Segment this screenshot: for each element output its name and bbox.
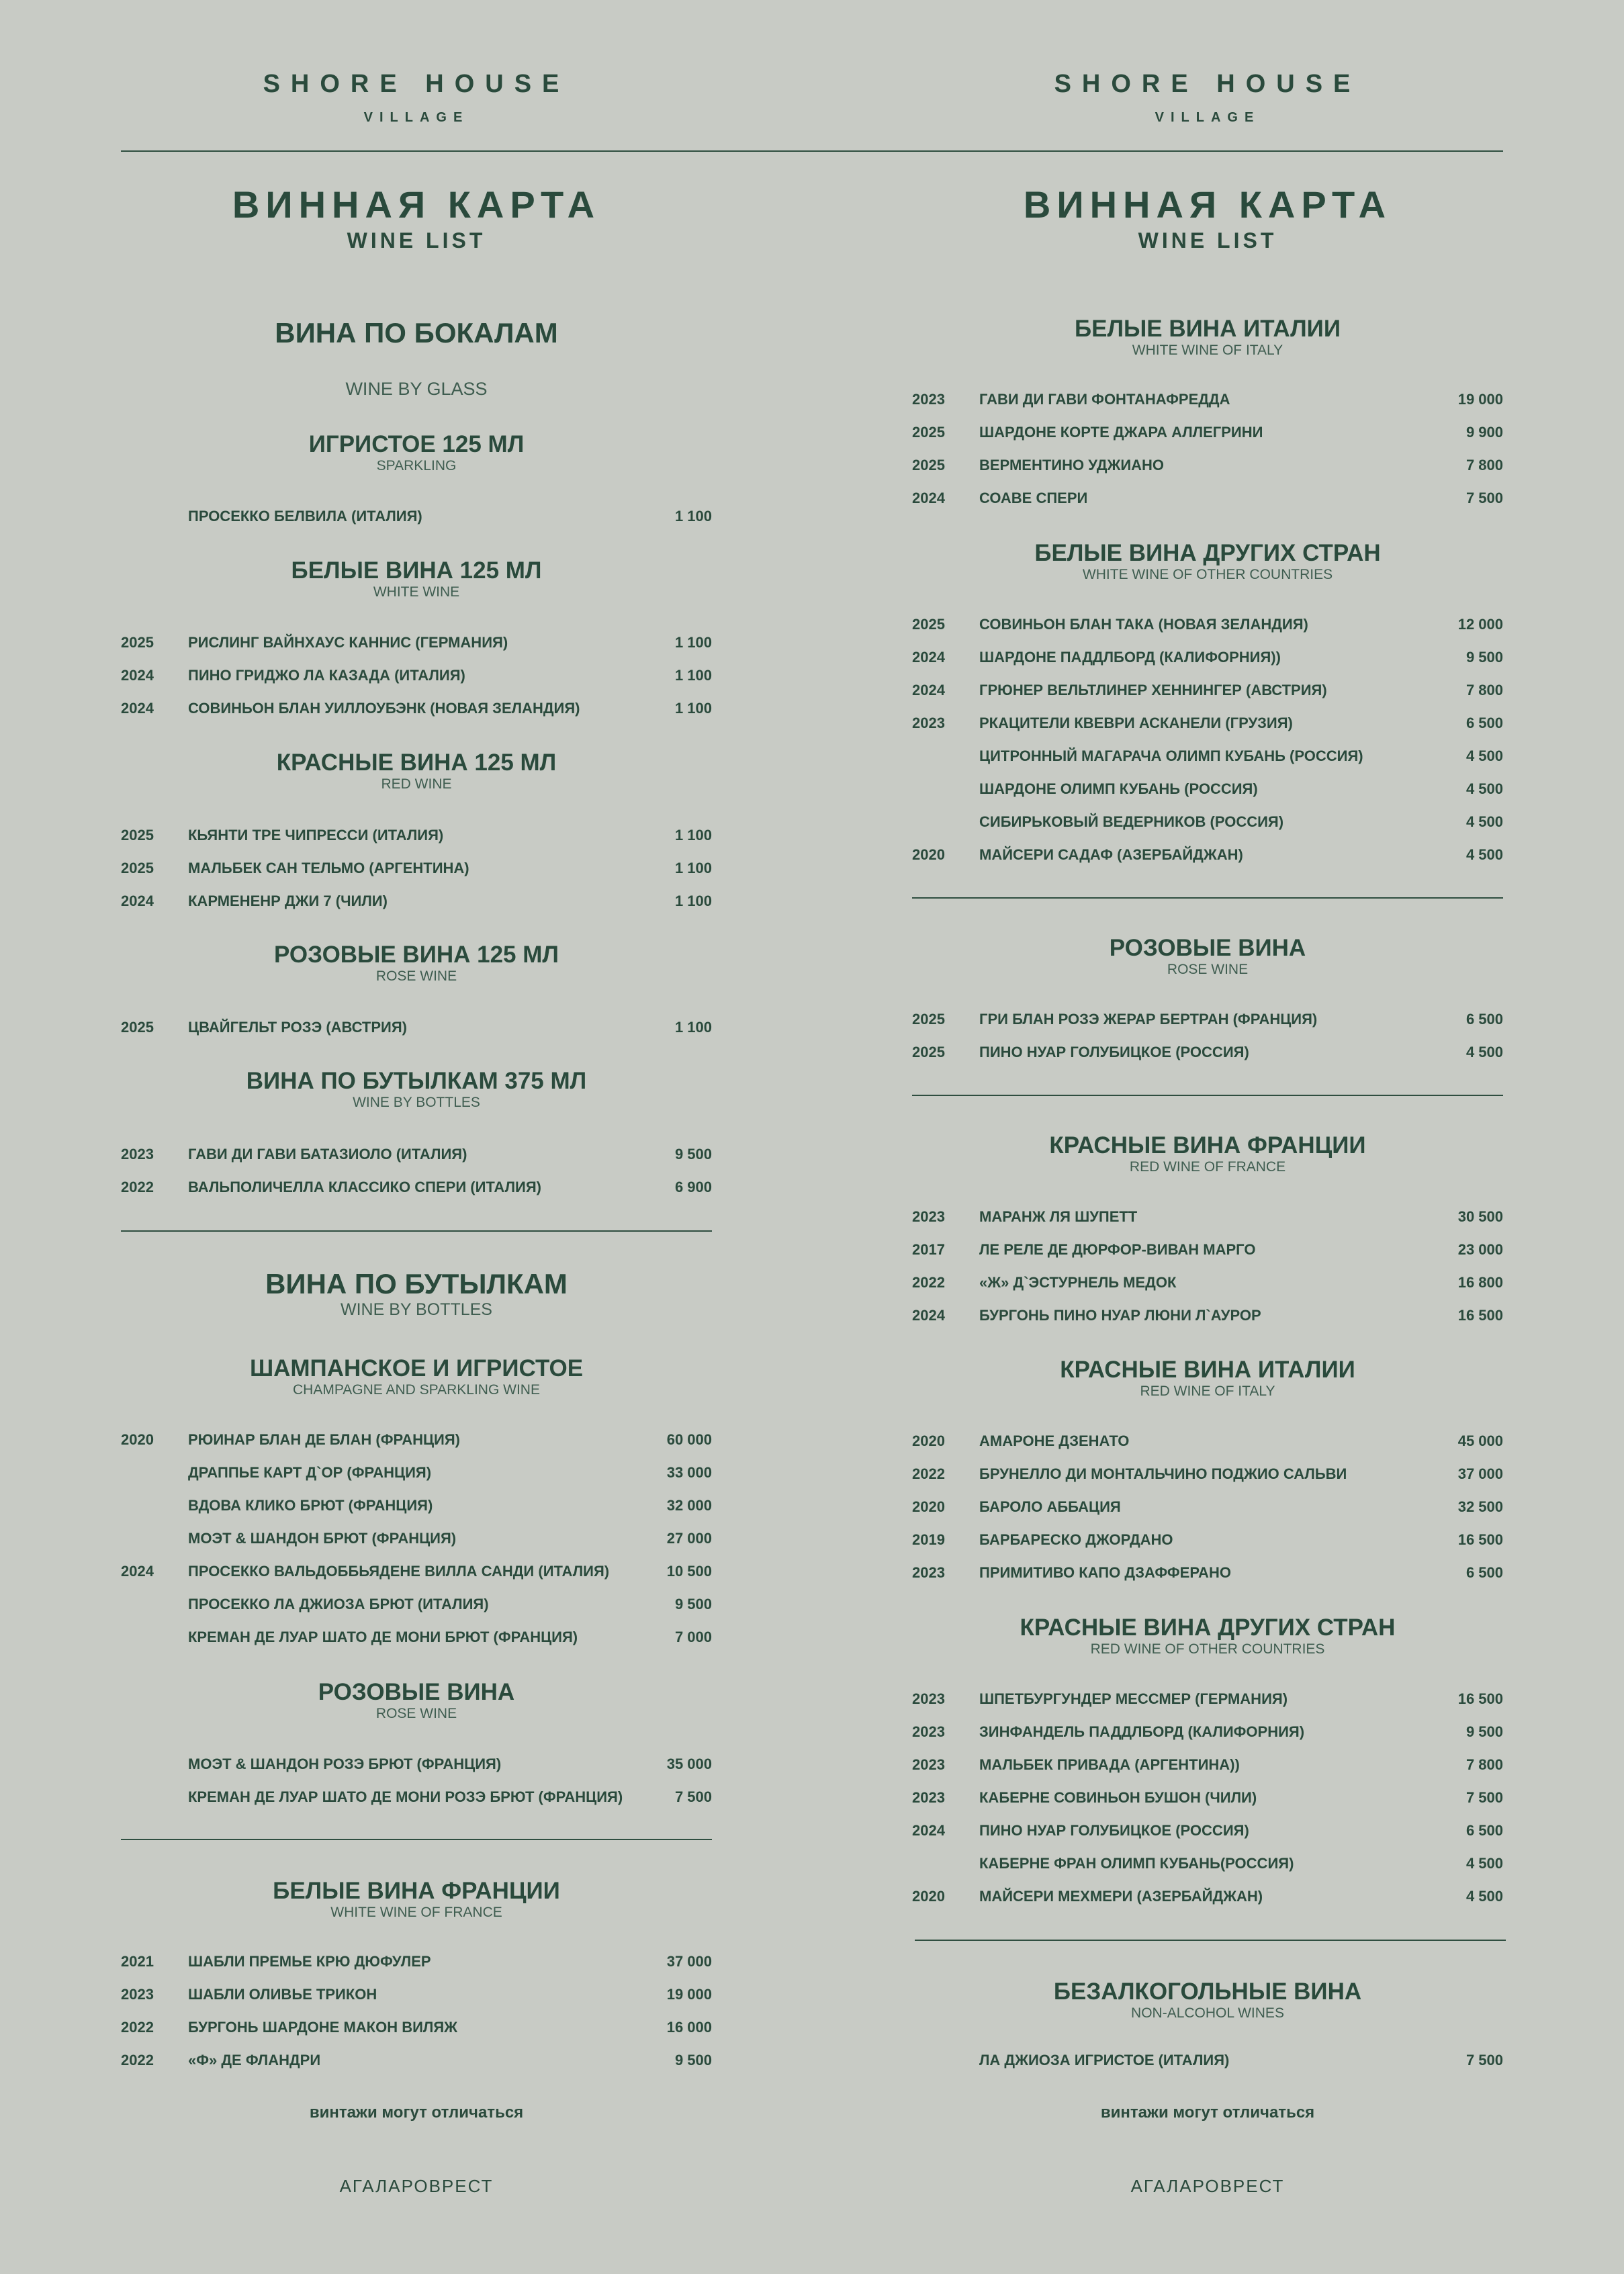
wine-price: 7 800 <box>1465 1756 1503 1773</box>
wine-year: 2023 <box>912 1789 945 1806</box>
wine-price: 32 000 <box>666 1497 712 1514</box>
wine-year: 2022 <box>121 2019 154 2036</box>
section-title: БЕЛЫЕ ВИНА ДРУГИХ СТРАН <box>1034 540 1381 566</box>
wine-year: 2020 <box>912 846 945 863</box>
section-title: ИГРИСТОЕ 125 МЛ <box>308 431 525 457</box>
section-red-italy <box>912 1357 1503 1400</box>
section-red-glass <box>121 749 712 792</box>
list-item <box>912 846 1503 866</box>
section-red-other <box>912 1614 1503 1657</box>
wine-price: 1 100 <box>674 1019 712 1036</box>
footer-brand: АГАЛАРОВРЕСТ <box>1130 2176 1285 2196</box>
wine-name: ВЕРМЕНТИНО УДЖИАНО <box>979 457 1165 473</box>
wine-name: МАЙСЕРИ МЕХМЕРИ (АЗЕРБАЙДЖАН) <box>979 1888 1263 1905</box>
section-white-france <box>121 1878 712 1921</box>
section-glass-sub <box>121 377 712 400</box>
wine-name: ГРИ БЛАН РОЗЭ ЖЕРАР БЕРТРАН (ФРАНЦИЯ) <box>979 1011 1318 1028</box>
list-item <box>912 1723 1503 1743</box>
brand-sub: VILLAGE <box>1155 110 1261 125</box>
section-champagne <box>121 1355 712 1398</box>
list-item <box>912 391 1503 411</box>
wine-price: 6 900 <box>674 1179 712 1195</box>
wine-name: РКАЦИТЕЛИ КВЕВРИ АСКАНЕЛИ (ГРУЗИЯ) <box>979 715 1293 731</box>
wine-price: 7 800 <box>1465 682 1503 698</box>
wine-price: 6 500 <box>1465 1011 1503 1028</box>
wine-price: 19 000 <box>666 1986 712 2003</box>
wine-name: ШАБЛИ ОЛИВЬЕ ТРИКОН <box>188 1986 377 2003</box>
wine-price: 4 500 <box>1465 1855 1503 1872</box>
section-divider <box>121 1839 712 1840</box>
list-item <box>121 1146 712 1166</box>
list-item <box>912 457 1503 477</box>
section-title: РОЗОВЫЕ ВИНА <box>318 1679 515 1705</box>
section-title: БЕЛЫЕ ВИНА ФРАНЦИИ <box>273 1878 560 1904</box>
wine-year: 2025 <box>912 1044 945 1060</box>
section-title: ВИНА ПО БУТЫЛКАМ 375 МЛ <box>246 1068 587 1094</box>
section-title: ВИНА ПО БУТЫЛКАМ <box>265 1268 568 1300</box>
wine-price: 16 500 <box>1457 1690 1503 1707</box>
wine-price: 4 500 <box>1465 1044 1503 1060</box>
wine-name: КАБЕРНЕ СОВИНЬОН БУШОН (ЧИЛИ) <box>979 1789 1257 1806</box>
wine-year: 2022 <box>121 1179 154 1195</box>
list-item <box>121 1530 712 1550</box>
wine-year: 2022 <box>912 1274 945 1291</box>
list-item <box>121 860 712 880</box>
section-title: ВИНА ПО БОКАЛАМ <box>275 317 558 349</box>
wine-year: 2017 <box>912 1241 945 1258</box>
wine-price: 16 800 <box>1457 1274 1503 1291</box>
wine-name: РИСЛИНГ ВАЙНХАУС КАННИС (ГЕРМАНИЯ) <box>188 634 508 651</box>
list-item <box>121 1953 712 1973</box>
wine-year: 2023 <box>121 1146 154 1163</box>
list-item <box>121 893 712 913</box>
section-subtitle: ROSE WINE <box>1167 962 1249 977</box>
wine-year: 2020 <box>121 1431 154 1448</box>
list-item <box>121 1629 712 1649</box>
wine-price: 4 500 <box>1465 780 1503 797</box>
wine-price: 35 000 <box>666 1756 712 1772</box>
section-non-alcohol <box>912 1979 1503 2021</box>
wine-price: 7 500 <box>1465 2052 1503 2068</box>
wine-name: ПРИМИТИВО КАПО ДЗАФФЕРАНО <box>979 1564 1231 1581</box>
wine-name: МОЭТ & ШАНДОН РОЗЭ БРЮТ (ФРАНЦИЯ) <box>188 1756 502 1772</box>
list-item <box>912 1822 1503 1842</box>
wine-name: «Ж» Д`ЭСТУРНЕЛЬ МЕДОК <box>979 1274 1177 1291</box>
section-title: РОЗОВЫЕ ВИНА 125 МЛ <box>274 942 559 968</box>
section-subtitle: RED WINE OF ITALY <box>1140 1383 1275 1399</box>
section-title: ШАМПАНСКОЕ И ИГРИСТОЕ <box>249 1355 584 1381</box>
section-title: КРАСНЫЕ ВИНА ИТАЛИИ <box>1060 1357 1355 1383</box>
section-divider <box>912 897 1503 899</box>
list-item <box>912 424 1503 444</box>
wine-name: ПРОСЕККО ВАЛЬДОББЬЯДЕНЕ ВИЛЛА САНДИ (ИТАЛИЯ) <box>188 1563 610 1580</box>
list-item <box>121 827 712 847</box>
wine-price: 1 100 <box>674 634 712 651</box>
section-subtitle: ROSE WINE <box>375 968 457 984</box>
wine-price: 16 500 <box>1457 1307 1503 1324</box>
list-item <box>121 1464 712 1484</box>
page-title: ВИННАЯ КАРТА <box>232 183 601 226</box>
list-item <box>912 1465 1503 1486</box>
wine-year: 2024 <box>121 700 154 717</box>
brand-name: SHORE HOUSE <box>1054 70 1361 98</box>
wine-price: 27 000 <box>666 1530 712 1547</box>
wine-price: 23 000 <box>1457 1241 1503 1258</box>
header-divider <box>121 150 1503 152</box>
section-title: КРАСНЫЕ ВИНА ФРАНЦИИ <box>1049 1132 1366 1158</box>
wine-year: 2023 <box>912 1690 945 1707</box>
wine-price: 32 500 <box>1457 1498 1503 1515</box>
list-item <box>912 1241 1503 1261</box>
section-title: КРАСНЫЕ ВИНА 125 МЛ <box>276 749 557 776</box>
list-item <box>121 1019 712 1039</box>
wine-price: 9 900 <box>1465 424 1503 441</box>
list-item <box>121 700 712 720</box>
wine-name: МОЭТ & ШАНДОН БРЮТ (ФРАНЦИЯ) <box>188 1530 457 1547</box>
wine-name: СОАВЕ СПЕРИ <box>979 490 1088 506</box>
wine-name: МАЛЬБЕК ПРИВАДА (АРГЕНТИНА)) <box>979 1756 1240 1773</box>
wine-name: СОВИНЬОН БЛАН УИЛЛОУБЭНК (НОВАЯ ЗЕЛАНДИЯ) <box>188 700 580 717</box>
wine-name: СИБИРЬКОВЫЙ ВЕДЕРНИКОВ (РОССИЯ) <box>979 813 1284 830</box>
section-sparkling-glass <box>121 431 712 474</box>
list-item <box>121 634 712 654</box>
brand-name: SHORE HOUSE <box>263 70 570 98</box>
section-subtitle: ROSE WINE <box>375 1706 457 1721</box>
list-item <box>912 2052 1503 2072</box>
wine-year: 2023 <box>912 1564 945 1581</box>
wine-name: БУРГОНЬ ШАРДОНЕ МАКОН ВИЛЯЖ <box>188 2019 458 2036</box>
list-item <box>912 1274 1503 1294</box>
wine-price: 45 000 <box>1457 1432 1503 1449</box>
section-title: БЕЛЫЕ ВИНА ИТАЛИИ <box>1074 316 1341 342</box>
wine-name: СОВИНЬОН БЛАН ТАКА (НОВАЯ ЗЕЛАНДИЯ) <box>979 616 1308 633</box>
wine-price: 1 100 <box>674 860 712 876</box>
wine-price: 6 500 <box>1465 1822 1503 1839</box>
wine-name: ШАБЛИ ПРЕМЬЕ КРЮ ДЮФУЛЕР <box>188 1953 431 1970</box>
wine-name: МАЛЬБЕК САН ТЕЛЬМО (АРГЕНТИНА) <box>188 860 469 876</box>
list-item <box>912 1690 1503 1711</box>
wine-name: КАБЕРНЕ ФРАН ОЛИМП КУБАНЬ(РОССИЯ) <box>979 1855 1294 1872</box>
wine-price: 9 500 <box>674 2052 712 2068</box>
list-item <box>912 1756 1503 1776</box>
section-subtitle: RED WINE OF FRANCE <box>1129 1159 1286 1175</box>
wine-name: ГАВИ ДИ ГАВИ ФОНТАНАФРЕДДА <box>979 391 1230 408</box>
wine-year: 2025 <box>912 424 945 441</box>
wine-name: КРЕМАН ДЕ ЛУАР ШАТО ДЕ МОНИ РОЗЭ БРЮТ (ФРАНЦИЯ) <box>188 1788 623 1805</box>
wine-price: 12 000 <box>1457 616 1503 633</box>
section-subtitle: WINE BY BOTTLES <box>353 1095 480 1110</box>
list-item <box>912 1789 1503 1809</box>
list-item <box>912 813 1503 833</box>
list-item <box>912 682 1503 702</box>
section-title: КРАСНЫЕ ВИНА ДРУГИХ СТРАН <box>1020 1614 1396 1641</box>
wine-year: 2023 <box>912 1208 945 1225</box>
wine-year: 2025 <box>912 616 945 633</box>
wine-name: ГАВИ ДИ ГАВИ БАТАЗИОЛО (ИТАЛИЯ) <box>188 1146 467 1163</box>
wine-price: 37 000 <box>666 1953 712 1970</box>
wine-year: 2024 <box>121 667 154 684</box>
wine-price: 16 500 <box>1457 1531 1503 1548</box>
wine-price: 4 500 <box>1465 813 1503 830</box>
wine-name: ПИНО НУАР ГОЛУБИЦКОЕ (РОССИЯ) <box>979 1044 1249 1060</box>
wine-price: 9 500 <box>1465 649 1503 666</box>
section-white-other <box>912 540 1503 583</box>
section-title: РОЗОВЫЕ ВИНА <box>1109 935 1306 961</box>
wine-year: 2025 <box>121 827 154 844</box>
section-subtitle: SPARKLING <box>376 458 457 473</box>
wine-price: 19 000 <box>1457 391 1503 408</box>
wine-price: 7 500 <box>1465 490 1503 506</box>
section-subtitle: RED WINE OF OTHER COUNTRIES <box>1090 1641 1325 1657</box>
wine-name: АМАРОНЕ ДЗЕНАТО <box>979 1432 1130 1449</box>
list-item <box>912 1888 1503 1908</box>
wine-price: 7 500 <box>674 1788 712 1805</box>
wine-price: 33 000 <box>666 1464 712 1481</box>
wine-price: 1 100 <box>674 700 712 717</box>
wine-year: 2021 <box>121 1953 154 1970</box>
wine-year: 2025 <box>121 634 154 651</box>
list-item <box>121 1497 712 1517</box>
section-white-glass <box>121 557 712 600</box>
wine-price: 4 500 <box>1465 846 1503 863</box>
section-white-italy <box>912 316 1503 359</box>
wine-price: 1 100 <box>674 508 712 525</box>
wine-name: ВАЛЬПОЛИЧЕЛЛА КЛАССИКО СПЕРИ (ИТАЛИЯ) <box>188 1179 541 1195</box>
wine-year: 2020 <box>912 1432 945 1449</box>
wine-name: КРЕМАН ДЕ ЛУАР ШАТО ДЕ МОНИ БРЮТ (ФРАНЦИЯ) <box>188 1629 578 1645</box>
wine-year: 2024 <box>912 682 945 698</box>
wine-year: 2020 <box>912 1498 945 1515</box>
wine-name: МАРАНЖ ЛЯ ШУПЕТТ <box>979 1208 1138 1225</box>
list-item <box>912 1855 1503 1875</box>
wine-year: 2024 <box>912 649 945 666</box>
section-bottles <box>121 1268 712 1320</box>
wine-name: БАРОЛО АББАЦИЯ <box>979 1498 1121 1515</box>
wine-name: РЮИНАР БЛАН ДЕ БЛАН (ФРАНЦИЯ) <box>188 1431 461 1448</box>
wine-year: 2023 <box>912 391 945 408</box>
wine-price: 1 100 <box>674 667 712 684</box>
section-rose <box>912 935 1503 978</box>
wine-price: 10 500 <box>666 1563 712 1580</box>
vintage-note: винтажи могут отличаться <box>309 2103 524 2122</box>
wine-year: 2024 <box>912 490 945 506</box>
wine-year: 2023 <box>912 1723 945 1740</box>
section-subtitle: WHITE WINE <box>373 584 460 600</box>
wine-year: 2025 <box>912 1011 945 1028</box>
wine-price: 37 000 <box>1457 1465 1503 1482</box>
wine-name: БРУНЕЛЛО ДИ МОНТАЛЬЧИНО ПОДЖИО САЛЬВИ <box>979 1465 1347 1482</box>
wine-price: 4 500 <box>1465 1888 1503 1905</box>
section-rose-sparkling <box>121 1679 712 1722</box>
wine-price: 4 500 <box>1465 747 1503 764</box>
wine-name: ШАРДОНЕ КОРТЕ ДЖАРА АЛЛЕГРИНИ <box>979 424 1263 441</box>
wine-year: 2023 <box>121 1986 154 2003</box>
wine-price: 9 500 <box>1465 1723 1503 1740</box>
wine-year: 2019 <box>912 1531 945 1548</box>
wine-name: «Ф» ДЕ ФЛАНДРИ <box>188 2052 321 2068</box>
list-item <box>912 715 1503 735</box>
page-title: ВИННАЯ КАРТА <box>1023 183 1392 226</box>
section-subtitle: NON-ALCOHOL WINES <box>1131 2005 1284 2021</box>
section-half-bottles <box>121 1068 712 1111</box>
page-subtitle: WINE LIST <box>1138 228 1277 253</box>
wine-year: 2023 <box>912 1756 945 1773</box>
list-item <box>912 1432 1503 1453</box>
list-item <box>121 1179 712 1199</box>
section-subtitle: CHAMPAGNE AND SPARKLING WINE <box>293 1382 540 1398</box>
list-item <box>912 1208 1503 1228</box>
wine-name: ШПЕТБУРГУНДЕР МЕССМЕР (ГЕРМАНИЯ) <box>979 1690 1288 1707</box>
list-item <box>121 1596 712 1616</box>
list-item <box>912 490 1503 510</box>
wine-year: 2022 <box>912 1465 945 1482</box>
list-item <box>912 1307 1503 1327</box>
list-item <box>121 1788 712 1809</box>
section-divider <box>121 1230 712 1232</box>
wine-price: 6 500 <box>1465 1564 1503 1581</box>
wine-year: 2025 <box>121 1019 154 1036</box>
section-rose-glass <box>121 942 712 985</box>
section-subtitle: WINE BY GLASS <box>345 379 488 399</box>
wine-price: 7 800 <box>1465 457 1503 473</box>
wine-price: 30 500 <box>1457 1208 1503 1225</box>
list-item <box>121 667 712 687</box>
wine-name: ПРОСЕККО БЕЛВИЛА (ИТАЛИЯ) <box>188 508 422 525</box>
wine-year: 2023 <box>912 715 945 731</box>
wine-name: ШАРДОНЕ ПАДДЛБОРД (КАЛИФОРНИЯ)) <box>979 649 1281 666</box>
brand-sub: VILLAGE <box>363 110 469 125</box>
wine-year: 2024 <box>912 1307 945 1324</box>
vintage-note: винтажи могут отличаться <box>1100 2103 1315 2122</box>
wine-name: МАЙСЕРИ САДАФ (АЗЕРБАЙДЖАН) <box>979 846 1243 863</box>
list-item <box>912 1564 1503 1584</box>
section-glass <box>121 317 712 349</box>
list-item <box>912 1531 1503 1551</box>
wine-price: 1 100 <box>674 893 712 909</box>
wine-price: 7 000 <box>674 1629 712 1645</box>
wine-name: БАРБАРЕСКО ДЖОРДАНО <box>979 1531 1173 1548</box>
wine-name: ЛА ДЖИОЗА ИГРИСТОЕ (ИТАЛИЯ) <box>979 2052 1230 2068</box>
wine-name: ЛЕ РЕЛЕ ДЕ ДЮРФОР-ВИВАН МАРГО <box>979 1241 1256 1258</box>
list-item <box>912 780 1503 801</box>
wine-price: 9 500 <box>674 1596 712 1612</box>
section-subtitle: WHITE WINE OF FRANCE <box>330 1905 502 1920</box>
section-divider <box>912 1095 1503 1096</box>
wine-year: 2024 <box>121 1563 154 1580</box>
section-subtitle: WHITE WINE OF ITALY <box>1132 343 1283 358</box>
wine-year: 2022 <box>121 2052 154 2068</box>
wine-year: 2025 <box>121 860 154 876</box>
wine-name: ГРЮНЕР ВЕЛЬТЛИНЕР ХЕННИНГЕР (АВСТРИЯ) <box>979 682 1327 698</box>
list-item <box>912 649 1503 669</box>
footer-brand: АГАЛАРОВРЕСТ <box>339 2176 494 2196</box>
wine-price: 7 500 <box>1465 1789 1503 1806</box>
section-subtitle: RED WINE <box>381 776 452 792</box>
list-item <box>121 1986 712 2006</box>
list-item <box>912 747 1503 768</box>
wine-name: ПИНО НУАР ГОЛУБИЦКОЕ (РОССИЯ) <box>979 1822 1249 1839</box>
wine-year: 2025 <box>912 457 945 473</box>
section-subtitle: WINE BY BOTTLES <box>341 1300 492 1319</box>
list-item <box>912 616 1503 636</box>
list-item <box>121 1563 712 1583</box>
wine-year: 2024 <box>121 893 154 909</box>
list-item <box>121 1756 712 1776</box>
wine-price: 16 000 <box>666 2019 712 2036</box>
page-subtitle: WINE LIST <box>347 228 486 253</box>
wine-name: БУРГОНЬ ПИНО НУАР ЛЮНИ Л`АУРОР <box>979 1307 1261 1324</box>
wine-name: ШАРДОНЕ ОЛИМП КУБАНЬ (РОССИЯ) <box>979 780 1258 797</box>
list-item <box>912 1044 1503 1064</box>
wine-price: 9 500 <box>674 1146 712 1163</box>
wine-year: 2024 <box>912 1822 945 1839</box>
section-divider <box>915 1940 1506 1941</box>
list-item <box>912 1498 1503 1518</box>
wine-name: ПРОСЕККО ЛА ДЖИОЗА БРЮТ (ИТАЛИЯ) <box>188 1596 489 1612</box>
section-subtitle: WHITE WINE OF OTHER COUNTRIES <box>1082 567 1333 582</box>
wine-name: КАРМЕНЕНР ДЖИ 7 (ЧИЛИ) <box>188 893 388 909</box>
list-item <box>121 508 712 528</box>
section-title: БЕЛЫЕ ВИНА 125 МЛ <box>291 557 542 584</box>
wine-name: ДРАППЬЕ КАРТ Д`ОР (ФРАНЦИЯ) <box>188 1464 432 1481</box>
list-item <box>121 1431 712 1451</box>
wine-price: 6 500 <box>1465 715 1503 731</box>
wine-name: ВДОВА КЛИКО БРЮТ (ФРАНЦИЯ) <box>188 1497 433 1514</box>
wine-name: КЬЯНТИ ТРЕ ЧИПРЕССИ (ИТАЛИЯ) <box>188 827 444 844</box>
wine-price: 60 000 <box>666 1431 712 1448</box>
section-red-france <box>912 1132 1503 1175</box>
wine-year: 2020 <box>912 1888 945 1905</box>
wine-name: ЗИНФАНДЕЛЬ ПАДДЛБОРД (КАЛИФОРНИЯ) <box>979 1723 1305 1740</box>
wine-price: 1 100 <box>674 827 712 844</box>
list-item <box>912 1011 1503 1031</box>
section-title: БЕЗАЛКОГОЛЬНЫЕ ВИНА <box>1053 1979 1362 2005</box>
wine-name: ЦВАЙГЕЛЬТ РОЗЭ (АВСТРИЯ) <box>188 1019 407 1036</box>
wine-name: ПИНО ГРИДЖО ЛА КАЗАДА (ИТАЛИЯ) <box>188 667 465 684</box>
wine-name: ЦИТРОННЫЙ МАГАРАЧА ОЛИМП КУБАНЬ (РОССИЯ) <box>979 747 1363 764</box>
list-item <box>121 2052 712 2072</box>
list-item <box>121 2019 712 2039</box>
